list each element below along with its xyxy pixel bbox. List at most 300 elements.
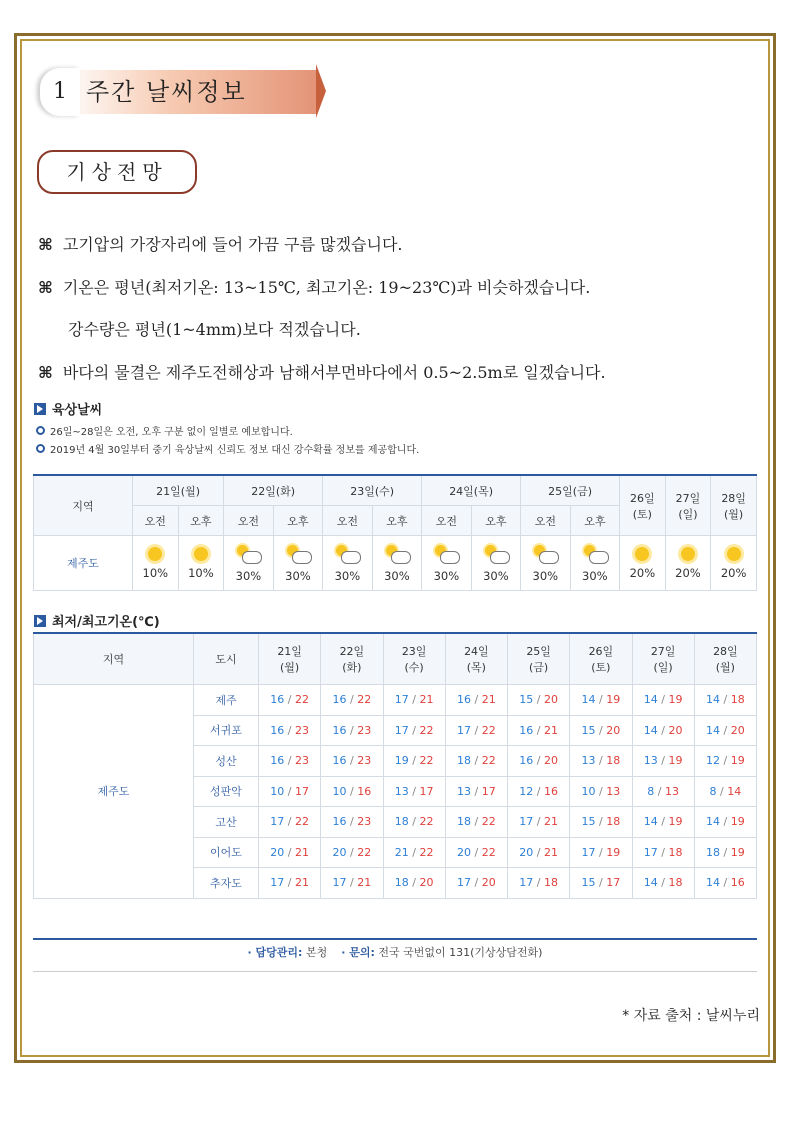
section-arrow-icon <box>34 615 46 627</box>
max-temp: 13 <box>664 784 679 798</box>
bullet-1 <box>38 232 402 255</box>
temp-day-header <box>383 633 445 685</box>
max-temp: 18 <box>730 693 745 707</box>
min-temp: 8 <box>709 784 717 798</box>
pm-header: 오후 <box>372 506 421 536</box>
max-temp: 23 <box>294 723 309 737</box>
land-note-1-text: 26일~28일은 오전, 오후 구분 없이 일별로 예보합니다. <box>50 427 293 438</box>
max-temp: 19 <box>730 845 745 859</box>
day-date: 28일 <box>721 491 746 505</box>
temp-cell: 16 / 23 <box>259 715 321 746</box>
temp-cell: 8 / 14 <box>694 776 756 807</box>
forecast-cell <box>273 536 322 591</box>
forecast-cell <box>422 536 471 591</box>
min-temp: 14 <box>643 815 658 829</box>
am-header: 오전 <box>133 506 179 536</box>
max-temp: 21 <box>543 723 558 737</box>
temp-cell: 17 / 19 <box>570 837 632 868</box>
sun-icon <box>635 547 649 561</box>
min-temp: 17 <box>457 723 472 737</box>
max-temp: 16 <box>730 876 745 890</box>
precip-probability: 30% <box>433 568 460 583</box>
max-temp: 21 <box>481 693 496 707</box>
temp-cell: 16 / 23 <box>321 715 383 746</box>
min-temp: 18 <box>457 754 472 768</box>
temp-cell: 16 / 21 <box>445 685 507 716</box>
temp-cell: 21 / 22 <box>383 837 445 868</box>
min-temp: 20 <box>519 845 534 859</box>
min-temp: 14 <box>706 723 721 737</box>
temp-cell: 12 / 19 <box>694 746 756 777</box>
max-temp: 22 <box>481 754 496 768</box>
max-temp: 19 <box>668 693 683 707</box>
min-temp: 16 <box>332 693 347 707</box>
max-temp: 22 <box>419 845 434 859</box>
day-weekday: (토) <box>632 507 652 521</box>
day-weekday: (월) <box>280 661 300 674</box>
temp-cell: 17 / 20 <box>445 868 507 899</box>
land-note-1 <box>36 423 293 438</box>
min-temp: 20 <box>270 845 285 859</box>
am-header: 오전 <box>422 506 471 536</box>
footer-contact <box>33 944 757 960</box>
region-header: 지역 <box>34 633 194 685</box>
temp-cell: 17 / 22 <box>259 807 321 838</box>
region-cell: 제주도 <box>34 685 194 899</box>
max-temp: 20 <box>543 693 558 707</box>
max-temp: 22 <box>357 693 372 707</box>
max-temp: 23 <box>357 815 372 829</box>
max-temp: 19 <box>668 815 683 829</box>
day-weekday: (토) <box>591 661 611 674</box>
min-temp: 12 <box>706 754 721 768</box>
day-date: 21일 <box>277 645 302 658</box>
partly-cloudy-icon <box>383 544 411 564</box>
min-temp: 17 <box>270 876 285 890</box>
temp-cell: 18 / 20 <box>383 868 445 899</box>
partly-cloudy-icon <box>531 544 559 564</box>
temp-cell: 17 / 22 <box>445 715 507 746</box>
temp-cell: 17 / 21 <box>259 868 321 899</box>
temp-cell: 17 / 21 <box>508 807 570 838</box>
temp-cell: 14 / 19 <box>632 685 694 716</box>
forecast-cell <box>570 536 619 591</box>
day-header: 22일(화) <box>224 475 323 506</box>
day-weekday: (일) <box>678 507 698 521</box>
min-temp: 16 <box>519 723 534 737</box>
max-temp: 19 <box>606 693 621 707</box>
temp-cell: 15 / 18 <box>570 807 632 838</box>
max-temp: 22 <box>419 754 434 768</box>
max-temp: 19 <box>730 815 745 829</box>
min-temp: 8 <box>647 784 655 798</box>
min-temp: 17 <box>519 815 534 829</box>
max-temp: 21 <box>543 845 558 859</box>
max-temp: 17 <box>606 876 621 890</box>
bullet-dot-icon <box>36 444 45 453</box>
bullet-2-text: 기온은 평년(최저기온: 13~15℃, 최고기온: 19~23℃)과 비슷하겠습니다. <box>62 278 591 297</box>
day-date: 25일 <box>526 645 551 658</box>
title-arrow <box>316 64 326 118</box>
temp-cell: 18 / 22 <box>445 746 507 777</box>
min-temp: 18 <box>706 845 721 859</box>
min-temp: 18 <box>394 876 409 890</box>
section-title <box>30 64 322 118</box>
land-weather-heading-text: 육상날씨 <box>52 403 103 418</box>
min-temp: 18 <box>394 815 409 829</box>
min-temp: 16 <box>332 815 347 829</box>
max-temp: 16 <box>357 784 372 798</box>
temp-cell: 16 / 20 <box>508 746 570 777</box>
temp-cell: 20 / 22 <box>321 837 383 868</box>
pm-header: 오후 <box>570 506 619 536</box>
temp-heading <box>34 611 160 630</box>
forecast-cell <box>521 536 570 591</box>
temp-cell: 12 / 16 <box>508 776 570 807</box>
sun-icon <box>727 547 741 561</box>
min-temp: 14 <box>643 693 658 707</box>
max-temp: 20 <box>730 723 745 737</box>
min-temp: 16 <box>270 754 285 768</box>
day-weekday: (일) <box>653 661 673 674</box>
day-header: 23일(수) <box>323 475 422 506</box>
forecast-cell <box>471 536 520 591</box>
max-temp: 20 <box>481 876 496 890</box>
temp-cell: 14 / 18 <box>694 685 756 716</box>
min-temp: 21 <box>394 845 409 859</box>
temp-cell: 14 / 16 <box>694 868 756 899</box>
max-temp: 18 <box>606 754 621 768</box>
precip-probability: 30% <box>582 568 608 583</box>
temp-cell: 14 / 19 <box>694 807 756 838</box>
temp-cell: 13 / 19 <box>632 746 694 777</box>
partly-cloudy-icon <box>581 544 609 564</box>
temp-cell: 14 / 19 <box>570 685 632 716</box>
max-temp: 21 <box>419 693 434 707</box>
temp-cell: 16 / 23 <box>321 746 383 777</box>
max-temp: 22 <box>419 815 434 829</box>
inquiry-value: 전국 국번없이 131(기상상담전화) <box>378 946 543 959</box>
partly-cloudy-icon <box>482 544 510 564</box>
precip-probability: 30% <box>285 568 311 583</box>
max-temp: 19 <box>606 845 621 859</box>
temp-cell: 10 / 17 <box>259 776 321 807</box>
land-note-2-text: 2019년 4월 30일부터 중기 육상날씨 신뢰도 정보 대신 강수확률 정보를 제공합니다. <box>50 445 420 456</box>
precip-probability: 20% <box>720 565 747 580</box>
temp-cell: 16 / 22 <box>321 685 383 716</box>
day-header: 24일(목) <box>422 475 521 506</box>
temp-cell: 13 / 17 <box>445 776 507 807</box>
city-cell: 서귀포 <box>194 715 259 746</box>
section-number: 1 <box>40 68 80 116</box>
bullet-3-text: 바다의 물결은 제주도전해상과 남해서부먼바다에서 0.5~2.5m로 일겠습니다. <box>62 363 606 382</box>
min-temp: 15 <box>581 876 596 890</box>
min-temp: 20 <box>332 845 347 859</box>
day-date: 27일 <box>650 645 676 658</box>
partly-cloudy-icon <box>234 544 262 564</box>
min-temp: 18 <box>457 815 472 829</box>
max-temp: 23 <box>357 723 372 737</box>
region-cell: 제주도 <box>34 536 133 591</box>
city-cell: 고산 <box>194 807 259 838</box>
min-temp: 15 <box>581 815 596 829</box>
min-temp: 14 <box>643 723 658 737</box>
day-date: 24일 <box>464 645 489 658</box>
partly-cloudy-icon <box>333 544 361 564</box>
day-header: 25일(금) <box>521 475 620 506</box>
forecast-row <box>34 536 757 591</box>
min-temp: 10 <box>581 784 596 798</box>
bullet-dot-icon <box>36 426 45 435</box>
sun-icon <box>148 547 162 561</box>
sun-icon <box>681 547 695 561</box>
min-temp: 14 <box>706 693 721 707</box>
temp-cell: 18 / 19 <box>694 837 756 868</box>
city-cell: 성산 <box>194 746 259 777</box>
footer-rule <box>33 938 757 940</box>
city-cell: 이어도 <box>194 837 259 868</box>
day-weekday: (월) <box>715 661 735 674</box>
temp-cell: 20 / 22 <box>445 837 507 868</box>
max-temp: 21 <box>543 815 558 829</box>
day-header <box>620 475 666 536</box>
temp-cell: 17 / 21 <box>321 868 383 899</box>
min-temp: 16 <box>270 693 285 707</box>
day-weekday: (화) <box>342 661 362 674</box>
city-cell: 제주 <box>194 685 259 716</box>
max-temp: 20 <box>419 876 434 890</box>
temp-day-header <box>632 633 694 685</box>
temp-day-header <box>259 633 321 685</box>
min-temp: 17 <box>457 876 472 890</box>
max-temp: 22 <box>294 815 309 829</box>
min-temp: 13 <box>643 754 658 768</box>
min-temp: 16 <box>519 754 534 768</box>
section-title-text: 주간 날씨정보 <box>86 78 247 106</box>
max-temp: 19 <box>668 754 683 768</box>
day-weekday: (월) <box>724 507 744 521</box>
min-temp: 10 <box>270 784 285 798</box>
precip-probability: 30% <box>235 568 262 583</box>
max-temp: 20 <box>668 723 683 737</box>
max-temp: 17 <box>481 784 496 798</box>
day-date: 26일 <box>630 491 655 505</box>
min-temp: 14 <box>643 876 658 890</box>
min-temp: 17 <box>394 693 409 707</box>
min-temp: 14 <box>581 693 596 707</box>
temp-heading-text: 최저/최고기온(℃) <box>52 615 160 630</box>
bullet-2-continuation: 강수량은 평년(1~4mm)보다 적겠습니다. <box>68 320 361 339</box>
sun-icon <box>194 547 208 561</box>
min-temp: 13 <box>581 754 596 768</box>
inquiry-label: · 문의: <box>341 946 375 959</box>
pm-header: 오후 <box>471 506 520 536</box>
temp-cell: 10 / 16 <box>321 776 383 807</box>
min-temp: 13 <box>457 784 472 798</box>
temp-cell: 18 / 22 <box>445 807 507 838</box>
precip-probability: 30% <box>334 568 361 583</box>
max-temp: 21 <box>357 876 372 890</box>
max-temp: 13 <box>606 784 621 798</box>
min-temp: 16 <box>332 723 347 737</box>
temp-header-row <box>34 633 757 685</box>
forecast-cell <box>711 536 757 591</box>
day-date: 27일 <box>675 491 701 505</box>
max-temp: 21 <box>294 876 309 890</box>
pm-header: 오후 <box>178 506 224 536</box>
bullet-3 <box>38 360 606 383</box>
temp-day-header <box>570 633 632 685</box>
land-forecast-table <box>33 474 757 591</box>
temp-cell: 13 / 17 <box>383 776 445 807</box>
bullet-1-text: 고기압의 가장자리에 들어 가끔 구름 많겠습니다. <box>62 235 403 254</box>
city-cell: 성판악 <box>194 776 259 807</box>
min-temp: 14 <box>706 815 721 829</box>
max-temp: 22 <box>294 693 309 707</box>
precip-probability: 10% <box>188 565 214 580</box>
temp-cell: 16 / 23 <box>259 746 321 777</box>
temp-cell: 16 / 23 <box>321 807 383 838</box>
temp-day-header <box>694 633 756 685</box>
temp-cell: 10 / 13 <box>570 776 632 807</box>
day-date: 26일 <box>588 645 614 658</box>
day-weekday: (금) <box>529 661 549 674</box>
temp-cell: 14 / 19 <box>632 807 694 838</box>
min-temp: 17 <box>270 815 285 829</box>
temp-cell: 13 / 18 <box>570 746 632 777</box>
min-temp: 17 <box>643 845 658 859</box>
min-temp: 16 <box>270 723 285 737</box>
min-temp: 17 <box>394 723 409 737</box>
land-note-2 <box>36 441 419 456</box>
precip-probability: 30% <box>384 568 410 583</box>
forecast-cell <box>224 536 273 591</box>
temp-cell: 16 / 21 <box>508 715 570 746</box>
day-date: 22일 <box>339 645 365 658</box>
pm-header: 오후 <box>273 506 322 536</box>
max-temp: 17 <box>294 784 309 798</box>
temp-cell: 17 / 22 <box>383 715 445 746</box>
temp-day-header <box>321 633 383 685</box>
am-header: 오전 <box>521 506 570 536</box>
temp-cell: 15 / 17 <box>570 868 632 899</box>
am-header: 오전 <box>323 506 372 536</box>
temp-cell: 17 / 21 <box>383 685 445 716</box>
temp-row <box>34 685 757 716</box>
max-temp: 18 <box>668 845 683 859</box>
day-header <box>665 475 711 536</box>
land-weather-heading <box>34 399 102 418</box>
day-date: 28일 <box>713 645 738 658</box>
partly-cloudy-icon <box>284 544 312 564</box>
footer-rule-bottom <box>33 971 757 972</box>
max-temp: 17 <box>419 784 434 798</box>
temp-cell: 15 / 20 <box>508 685 570 716</box>
day-weekday: (수) <box>404 661 424 674</box>
section-arrow-icon <box>34 403 46 415</box>
forecast-cell <box>665 536 711 591</box>
temp-cell: 8 / 13 <box>632 776 694 807</box>
forecast-cell <box>372 536 421 591</box>
max-temp: 18 <box>606 815 621 829</box>
min-temp: 15 <box>519 693 534 707</box>
temp-cell: 14 / 20 <box>632 715 694 746</box>
bullet-2 <box>38 275 590 298</box>
min-temp: 15 <box>581 723 596 737</box>
min-temp: 20 <box>457 845 472 859</box>
data-source: * 자료 출처 : 날씨누리 <box>622 1008 760 1024</box>
min-temp: 17 <box>519 876 534 890</box>
temp-cell: 17 / 18 <box>632 837 694 868</box>
max-temp: 22 <box>357 845 372 859</box>
precip-probability: 20% <box>629 565 656 580</box>
max-temp: 19 <box>730 754 745 768</box>
partly-cloudy-icon <box>432 544 460 564</box>
manager-label: · 담당관리: <box>247 946 303 959</box>
precip-probability: 30% <box>483 568 509 583</box>
max-temp: 16 <box>543 784 558 798</box>
temp-cell: 14 / 18 <box>632 868 694 899</box>
temperature-table <box>33 632 757 899</box>
min-temp: 16 <box>332 754 347 768</box>
max-temp: 14 <box>727 784 742 798</box>
temp-cell: 20 / 21 <box>508 837 570 868</box>
manager-value: 본청 <box>305 946 328 959</box>
forecast-subtitle: 기상전망 <box>37 150 197 194</box>
city-header: 도시 <box>194 633 259 685</box>
temp-cell: 15 / 20 <box>570 715 632 746</box>
max-temp: 22 <box>481 845 496 859</box>
day-weekday: (목) <box>466 661 486 674</box>
min-temp: 13 <box>394 784 409 798</box>
temp-cell: 16 / 22 <box>259 685 321 716</box>
min-temp: 19 <box>394 754 409 768</box>
forecast-cell <box>323 536 372 591</box>
min-temp: 12 <box>519 784 534 798</box>
min-temp: 17 <box>332 876 347 890</box>
temp-cell: 18 / 22 <box>383 807 445 838</box>
max-temp: 23 <box>294 754 309 768</box>
max-temp: 22 <box>481 815 496 829</box>
region-header: 지역 <box>34 475 133 536</box>
max-temp: 20 <box>543 754 558 768</box>
max-temp: 21 <box>294 845 309 859</box>
forecast-cell <box>178 536 224 591</box>
temp-cell: 17 / 18 <box>508 868 570 899</box>
max-temp: 18 <box>668 876 683 890</box>
city-cell: 추자도 <box>194 868 259 899</box>
temp-cell: 14 / 20 <box>694 715 756 746</box>
temp-day-header <box>508 633 570 685</box>
max-temp: 20 <box>606 723 621 737</box>
forecast-cell <box>133 536 179 591</box>
precip-probability: 20% <box>675 565 701 580</box>
day-header: 21일(월) <box>133 475 224 506</box>
max-temp: 23 <box>357 754 372 768</box>
bullet-mark: ⌘ <box>38 278 53 297</box>
temp-cell: 19 / 22 <box>383 746 445 777</box>
forecast-cell <box>620 536 666 591</box>
bullet-mark: ⌘ <box>38 363 53 382</box>
temp-day-header <box>445 633 507 685</box>
precip-probability: 10% <box>142 565 169 580</box>
precip-probability: 30% <box>532 568 559 583</box>
am-header: 오전 <box>224 506 273 536</box>
min-temp: 10 <box>332 784 347 798</box>
min-temp: 14 <box>706 876 721 890</box>
min-temp: 16 <box>457 693 472 707</box>
max-temp: 22 <box>419 723 434 737</box>
